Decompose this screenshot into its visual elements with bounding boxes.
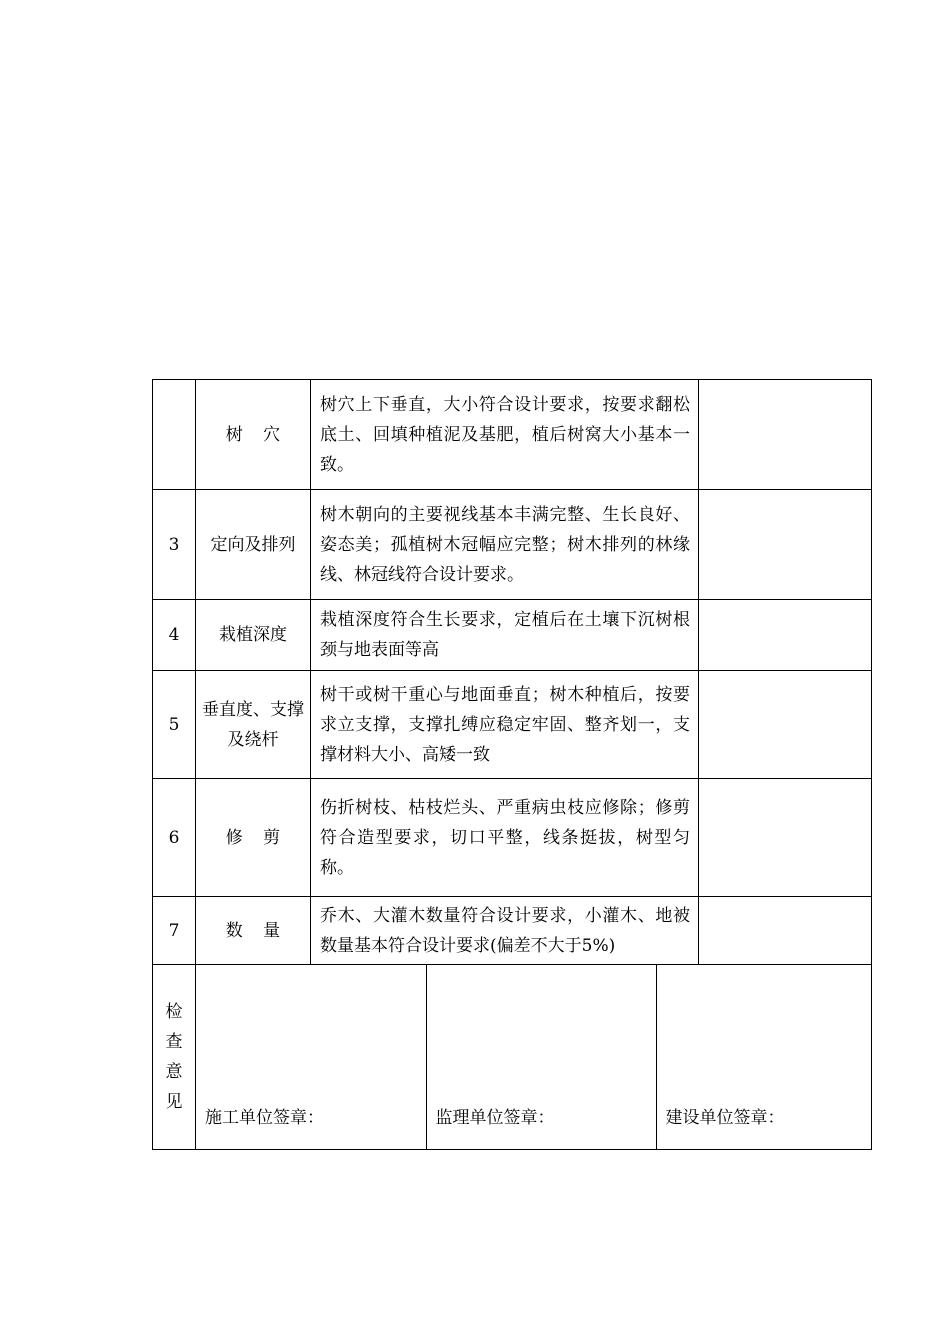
table-row (153, 380, 872, 490)
item-requirement: 树干或树干重心与地面垂直；树木种植后，按要求立支撑，支撑扎缚应稳定牢固、整齐划一，支撑材料大小、高矮一致 (311, 671, 699, 779)
table-row (153, 779, 872, 897)
supervision-unit-signature: 监理单位签章： (426, 965, 656, 1149)
row-number: 5 (153, 671, 196, 779)
owner-unit-signature: 建设单位签章： (656, 965, 872, 1149)
signature-table (196, 965, 872, 1149)
item-name: 修剪 (196, 779, 311, 897)
item-name: 定向及排列 (196, 490, 311, 600)
row-number: 7 (153, 897, 196, 965)
construction-unit-signature: 施工单位签章： (205, 1108, 324, 1128)
result-cell (699, 779, 872, 897)
item-requirement: 树穴上下垂直，大小符合设计要求，按要求翻松底土、回填种植泥及基肥，植后树窝大小基本一致。 (311, 380, 699, 490)
item-requirement: 乔木、大灌木数量符合设计要求，小灌木、地被数量基本符合设计要求(偏差不大于5%) (311, 897, 699, 965)
signature-area (196, 965, 872, 1150)
table-row (153, 490, 872, 600)
inspection-table (152, 379, 872, 1150)
item-name: 垂直度、支撑及绕杆 (196, 671, 311, 779)
table-row (153, 671, 872, 779)
result-cell (699, 897, 872, 965)
table-row (153, 897, 872, 965)
result-cell (699, 380, 872, 490)
row-number (153, 380, 196, 490)
inspection-opinion-label: 检 查 意 见 (153, 965, 196, 1150)
item-requirement: 树木朝向的主要视线基本丰满完整、生长良好、姿态美；孤植树木冠幅应完整；树木排列的林缘线、林冠线符合设计要求。 (311, 490, 699, 600)
result-cell (699, 671, 872, 779)
item-requirement: 栽植深度符合生长要求，定植后在土壤下沉树根颈与地表面等高 (311, 600, 699, 671)
inspection-opinion-row (153, 965, 872, 1150)
row-number: 6 (153, 779, 196, 897)
row-number: 3 (153, 490, 196, 600)
table-row (153, 600, 872, 671)
item-name: 树穴 (196, 380, 311, 490)
row-number: 4 (153, 600, 196, 671)
item-name: 栽植深度 (196, 600, 311, 671)
item-name: 数量 (196, 897, 311, 965)
result-cell (699, 490, 872, 600)
result-cell (699, 600, 872, 671)
item-requirement: 伤折树枝、枯枝烂头、严重病虫枝应修除；修剪符合造型要求，切口平整，线条挺拔，树型匀称。 (311, 779, 699, 897)
